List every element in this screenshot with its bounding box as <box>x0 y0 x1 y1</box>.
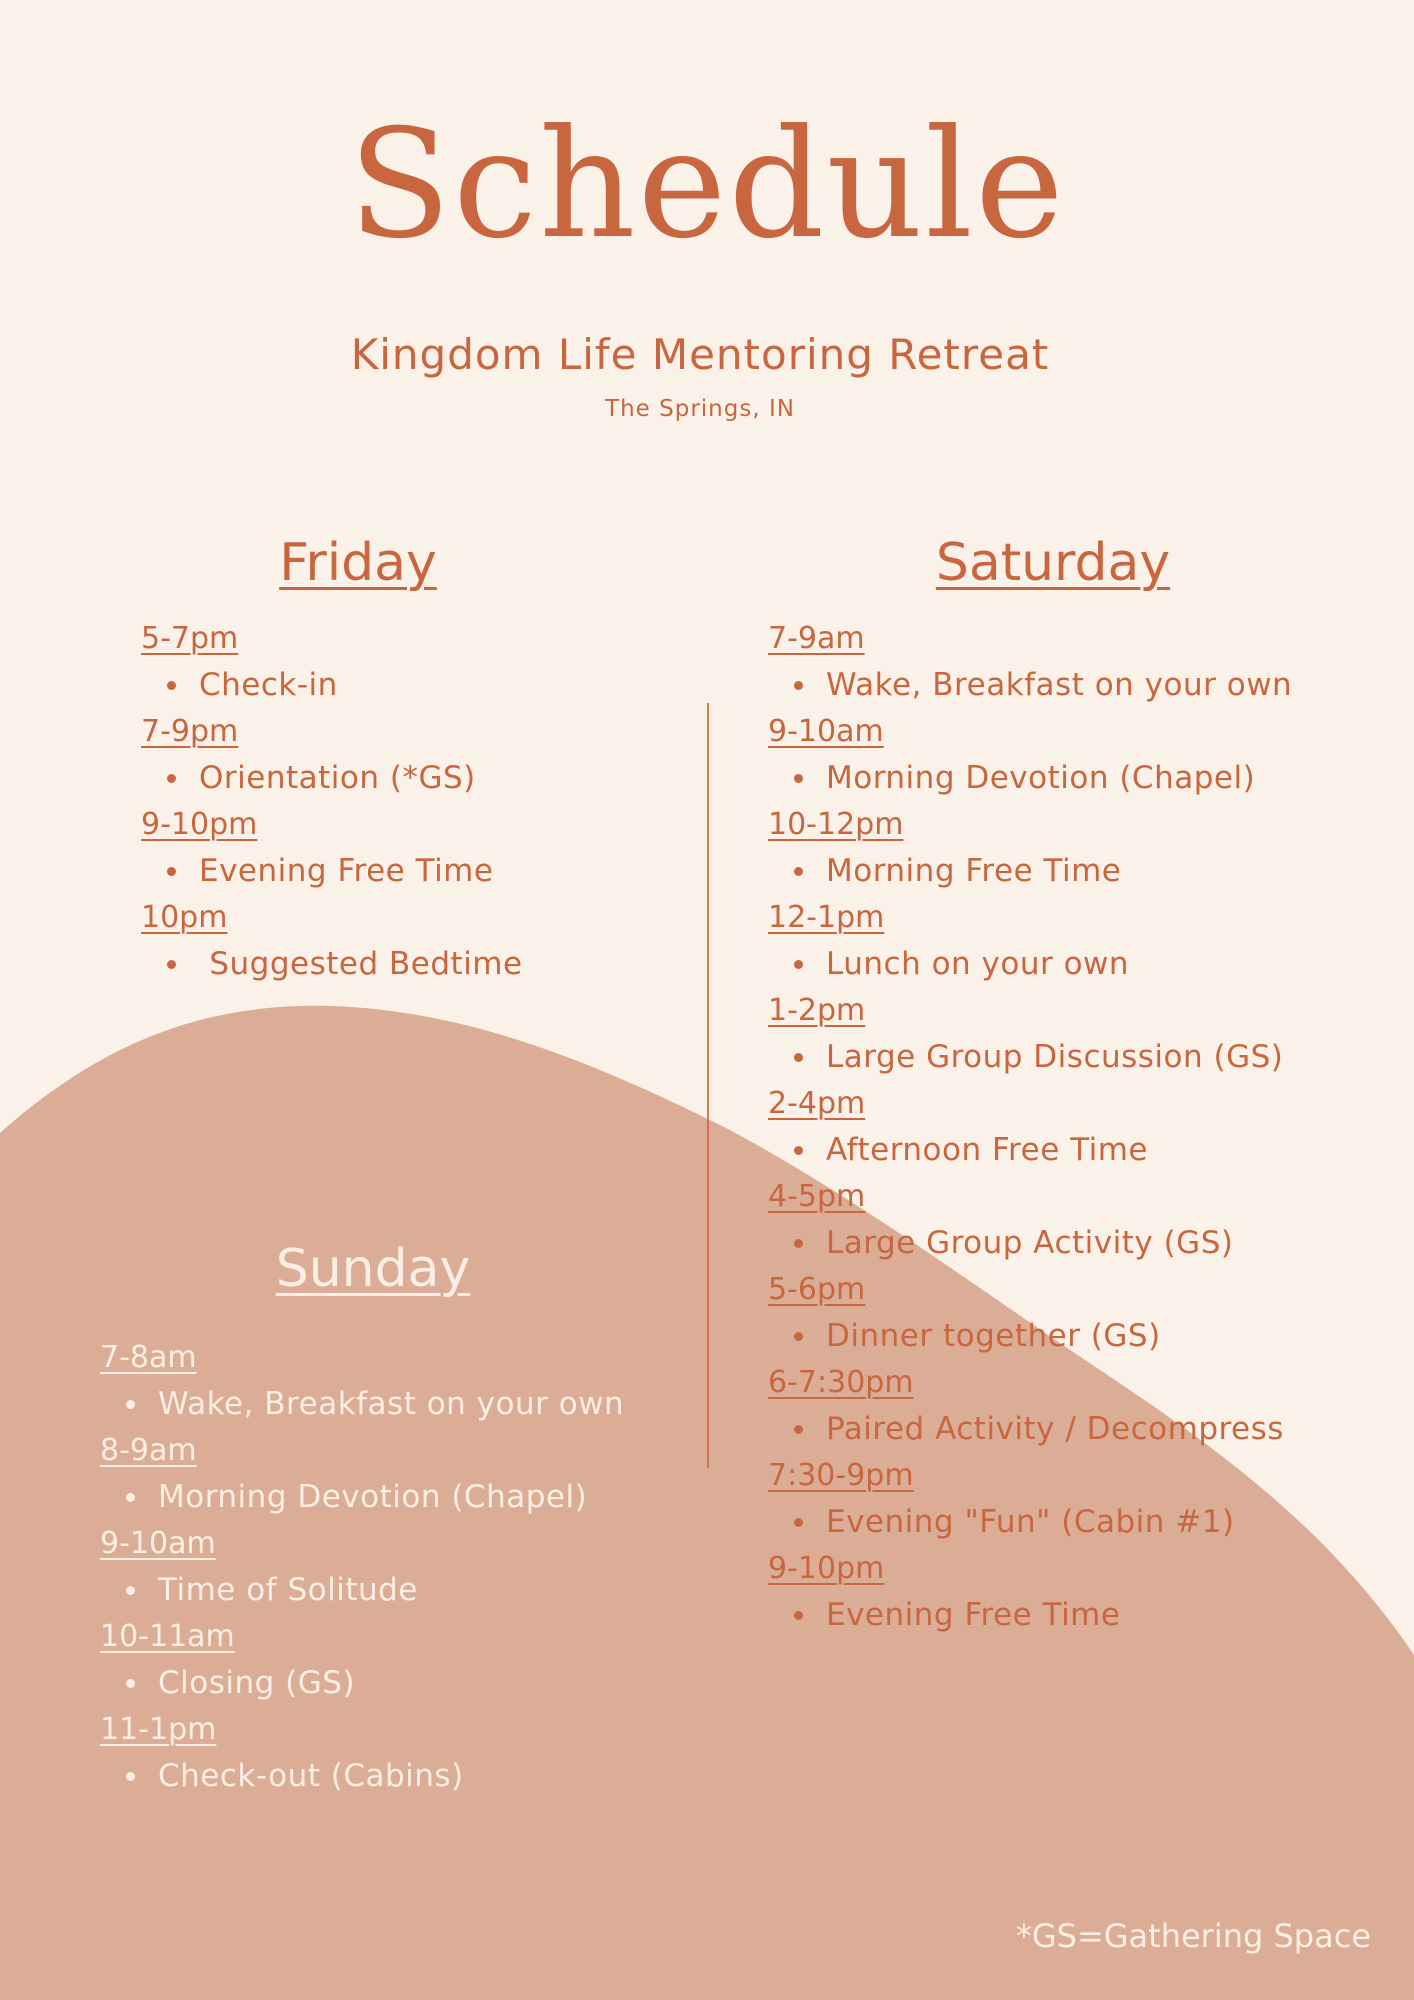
slot-activity: Check-in <box>141 662 523 709</box>
sunday-heading: Sunday <box>275 1239 471 1299</box>
bullet-icon <box>167 681 176 690</box>
schedule-slot <box>768 1360 1292 1453</box>
bullet-icon <box>126 1772 135 1781</box>
slot-activity: Wake, Breakfast on your own <box>768 662 1292 709</box>
bullet-icon <box>794 774 803 783</box>
slot-time: 11-1pm <box>100 1712 217 1747</box>
slot-activity: Wake, Breakfast on your own <box>100 1381 624 1428</box>
schedule-slot <box>100 1335 624 1428</box>
schedule-slot <box>768 709 1292 802</box>
slot-activity: Morning Devotion (Chapel) <box>768 755 1292 802</box>
slot-time: 7-9am <box>768 621 865 656</box>
schedule-slot <box>768 895 1292 988</box>
schedule-slot <box>100 1707 624 1800</box>
slot-time: 10pm <box>141 900 228 935</box>
slot-activity: Large Group Discussion (GS) <box>768 1034 1292 1081</box>
slot-time: 1-2pm <box>768 993 866 1028</box>
slot-activity: Dinner together (GS) <box>768 1313 1292 1360</box>
schedule-slot <box>141 709 523 802</box>
schedule-slot <box>768 1546 1292 1639</box>
slot-time: 9-10am <box>768 714 884 749</box>
slot-time: 5-6pm <box>768 1272 866 1307</box>
page-title: Schedule <box>348 98 1066 272</box>
schedule-slot <box>141 895 523 988</box>
slot-time: 5-7pm <box>141 621 239 656</box>
friday-heading: Friday <box>279 533 437 593</box>
slot-activity: Time of Solitude <box>100 1567 624 1614</box>
slot-activity: Afternoon Free Time <box>768 1127 1292 1174</box>
column-divider <box>707 703 709 1468</box>
bullet-icon <box>794 867 803 876</box>
bullet-icon <box>794 1425 803 1434</box>
bullet-icon <box>126 1586 135 1595</box>
slot-activity: Suggested Bedtime <box>141 941 523 988</box>
bullet-icon <box>167 960 176 969</box>
sunday-schedule <box>100 1335 624 1800</box>
bullet-icon <box>126 1400 135 1409</box>
slot-time: 12-1pm <box>768 900 885 935</box>
slot-activity: Lunch on your own <box>768 941 1292 988</box>
slot-activity: Evening "Fun" (Cabin #1) <box>768 1499 1292 1546</box>
friday-schedule <box>141 616 523 988</box>
schedule-slot <box>768 616 1292 709</box>
slot-time: 9-10pm <box>768 1551 885 1586</box>
schedule-slot <box>768 1174 1292 1267</box>
schedule-slot <box>768 1081 1292 1174</box>
schedule-slot <box>100 1428 624 1521</box>
slot-activity: Morning Free Time <box>768 848 1292 895</box>
schedule-slot <box>141 616 523 709</box>
slot-time: 2-4pm <box>768 1086 866 1121</box>
slot-time: 6-7:30pm <box>768 1365 914 1400</box>
slot-activity: Morning Devotion (Chapel) <box>100 1474 624 1521</box>
bullet-icon <box>794 960 803 969</box>
slot-activity: Paired Activity / Decompress <box>768 1406 1292 1453</box>
saturday-schedule <box>768 616 1292 1639</box>
gs-footnote: *GS=Gathering Space <box>1015 1917 1371 1955</box>
bullet-icon <box>126 1679 135 1688</box>
slot-time: 9-10pm <box>141 807 258 842</box>
event-location: The Springs, IN <box>605 396 795 422</box>
slot-activity: Orientation (*GS) <box>141 755 523 802</box>
bullet-icon <box>794 1053 803 1062</box>
slot-time: 7-9pm <box>141 714 239 749</box>
slot-time: 8-9am <box>100 1433 197 1468</box>
bullet-icon <box>794 1239 803 1248</box>
bullet-icon <box>794 1332 803 1341</box>
schedule-slot <box>768 1267 1292 1360</box>
schedule-slot <box>100 1521 624 1614</box>
slot-time: 7:30-9pm <box>768 1458 914 1493</box>
bullet-icon <box>794 1518 803 1527</box>
slot-time: 9-10am <box>100 1526 216 1561</box>
event-subtitle: Kingdom Life Mentoring Retreat <box>350 330 1050 379</box>
schedule-slot <box>100 1614 624 1707</box>
bullet-icon <box>794 681 803 690</box>
bullet-icon <box>167 867 176 876</box>
bullet-icon <box>794 1146 803 1155</box>
slot-activity: Check-out (Cabins) <box>100 1753 624 1800</box>
slot-time: 10-12pm <box>768 807 904 842</box>
schedule-slot <box>768 988 1292 1081</box>
bullet-icon <box>167 774 176 783</box>
slot-time: 4-5pm <box>768 1179 866 1214</box>
slot-time: 10-11am <box>100 1619 235 1654</box>
slot-activity: Large Group Activity (GS) <box>768 1220 1292 1267</box>
bullet-icon <box>794 1611 803 1620</box>
slot-activity: Closing (GS) <box>100 1660 624 1707</box>
schedule-slot <box>768 802 1292 895</box>
schedule-slot <box>141 802 523 895</box>
slot-activity: Evening Free Time <box>768 1592 1292 1639</box>
schedule-slot <box>768 1453 1292 1546</box>
slot-activity: Evening Free Time <box>141 848 523 895</box>
bullet-icon <box>126 1493 135 1502</box>
slot-time: 7-8am <box>100 1340 197 1375</box>
saturday-heading: Saturday <box>935 533 1171 593</box>
